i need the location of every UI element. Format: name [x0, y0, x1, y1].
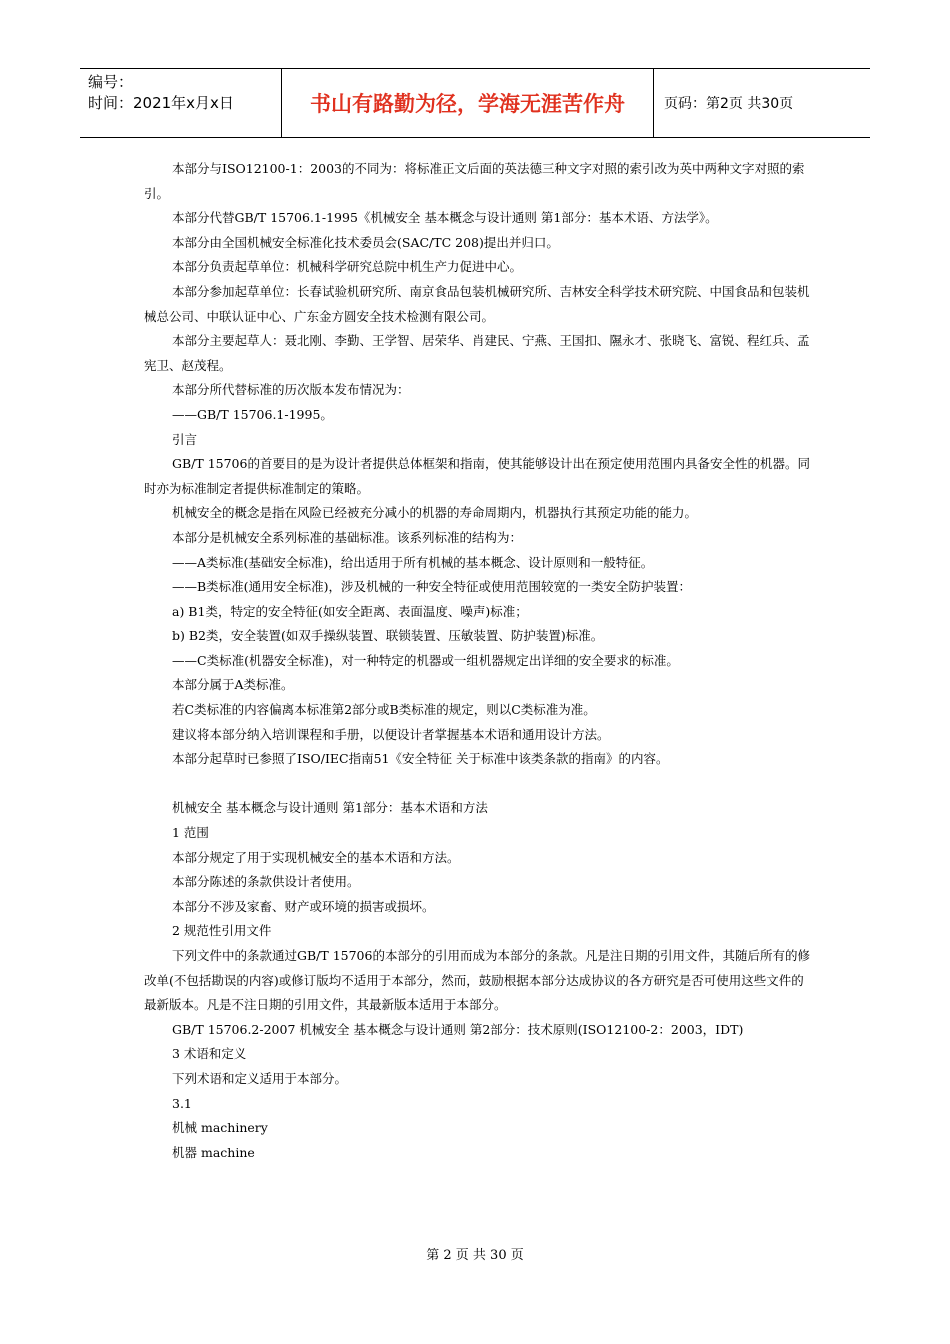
- section-heading: 引言: [172, 431, 198, 447]
- paragraph: 下列术语和定义适用于本部分。: [172, 1070, 348, 1086]
- paragraph: 本部分参加起草单位：长春试验机研究所、南京食品包装机械研究所、吉林安全科学技术研究院、中国食品和包装机械总公司、中联认证中心、广东金方圆安全技术检测有限公司。: [144, 283, 810, 324]
- list-item: ——B类标准(通用安全标准)，涉及机械的一种安全特征或使用范围较宽的一类安全防护装置：: [172, 579, 691, 595]
- list-item: a) B1类，特定的安全特征(如安全距离、表面温度、噪声)标准；: [172, 603, 528, 619]
- document-number-label: 编号：: [88, 73, 134, 91]
- header-meta: [80, 69, 282, 137]
- part-title: 机械安全 基本概念与设计通则 第1部分：基本术语和方法: [172, 800, 488, 816]
- paragraph: GB/T 15706的首要目的是为设计者提供总体框架和指南，使其能够设计出在预定使用范围内具备安全性的机器。同时亦为标准制定者提供标准制定的策略。: [144, 456, 810, 496]
- paragraph: 本部分起草时已参照了ISO/IEC指南51《安全特征 关于标准中该类条款的指南》的内容。: [172, 751, 669, 767]
- paragraph: 下列文件中的条款通过GB/T 15706的本部分的引用而成为本部分的条款。凡是注日期的引用文件，其随后所有的修改单(不包括勘误的内容)或修订版均不适用于本部分，然而，鼓励根据本部分达成协议的各方研究是否可使用这些文件的最新版本。凡是不注日期的引用文件，其最新版本适用于本部分。: [144, 948, 810, 1013]
- paragraph: 建议将本部分纳入培训课程和手册，以便设计者掌握基本术语和通用设计方法。: [172, 726, 610, 742]
- term-number: 3.1: [172, 1095, 192, 1111]
- paragraph: 本部分规定了用于实现机械安全的基本术语和方法。: [172, 849, 460, 865]
- section-heading: 1 范围: [172, 825, 209, 841]
- section-heading: 2 规范性引用文件: [172, 923, 272, 939]
- paragraph: 本部分代替GB/T 15706.1-1995《机械安全 基本概念与设计通则 第1部分：基本术语、方法学》。: [172, 210, 718, 226]
- section-heading: 3 术语和定义: [172, 1046, 247, 1062]
- paragraph: 本部分是机械安全系列标准的基础标准。该系列标准的结构为：: [172, 529, 523, 545]
- paragraph: 本部分陈述的条款供设计者使用。: [172, 874, 360, 890]
- paragraph: 本部分与ISO12100-1：2003的不同为：将标准正文后面的英法德三种文字对照的索引改为英中两种文字对照的索引。: [144, 161, 805, 201]
- document-date: 时间：2021年x月x日: [88, 94, 234, 112]
- paragraph: 本部分负责起草单位：机械科学研究总院中机生产力促进中心。: [172, 259, 523, 275]
- paragraph: 本部分由全国机械安全标准化技术委员会(SAC/TC 208)提出并归口。: [172, 234, 559, 250]
- paragraph: 本部分所代替标准的历次版本发布情况为：: [172, 382, 410, 398]
- paragraph: 本部分主要起草人：聂北刚、李勤、王学智、居荣华、肖建民、宁燕、王国扣、隰永才、张晓飞、富锐、程红兵、孟宪卫、赵茂程。: [144, 333, 810, 373]
- paragraph: 若C类标准的内容偏离本标准第2部分或B类标准的规定，则以C类标准为准。: [172, 702, 596, 718]
- paragraph: 本部分不涉及家畜、财产或环境的损害或损坏。: [172, 898, 435, 914]
- list-item: ——A类标准(基础安全标准)，给出适用于所有机械的基本概念、设计原则和一般特征。: [172, 554, 654, 570]
- list-item: ——C类标准(机器安全标准)，对一种特定的机器或一组机器规定出详细的安全要求的标准。: [172, 652, 679, 668]
- blank-line: [144, 772, 814, 797]
- header-motto: 书山有路勤为径，学海无涯苦作舟: [282, 69, 654, 137]
- paragraph: ——GB/T 15706.1-1995。: [172, 406, 333, 422]
- paragraph: 本部分属于A类标准。: [172, 677, 294, 693]
- term-entry: 机器 machine: [172, 1144, 255, 1160]
- document-body: [144, 157, 814, 1165]
- header-page-info: 页码：第2页 共30页: [664, 96, 794, 112]
- paragraph: 机械安全的概念是指在风险已经被充分减小的机器的寿命周期内，机器执行其预定功能的能力。: [172, 505, 698, 521]
- list-item: b) B2类，安全装置(如双手操纵装置、联锁装置、压敏装置、防护装置)标准。: [172, 628, 604, 644]
- reference-entry: GB/T 15706.2-2007 机械安全 基本概念与设计通则 第2部分：技术原则(ISO12100-2：2003，IDT): [172, 1021, 744, 1037]
- page-header: [80, 68, 870, 138]
- term-entry: 机械 machinery: [172, 1120, 268, 1136]
- page-footer: 第 2 页 共 30 页: [426, 1248, 524, 1263]
